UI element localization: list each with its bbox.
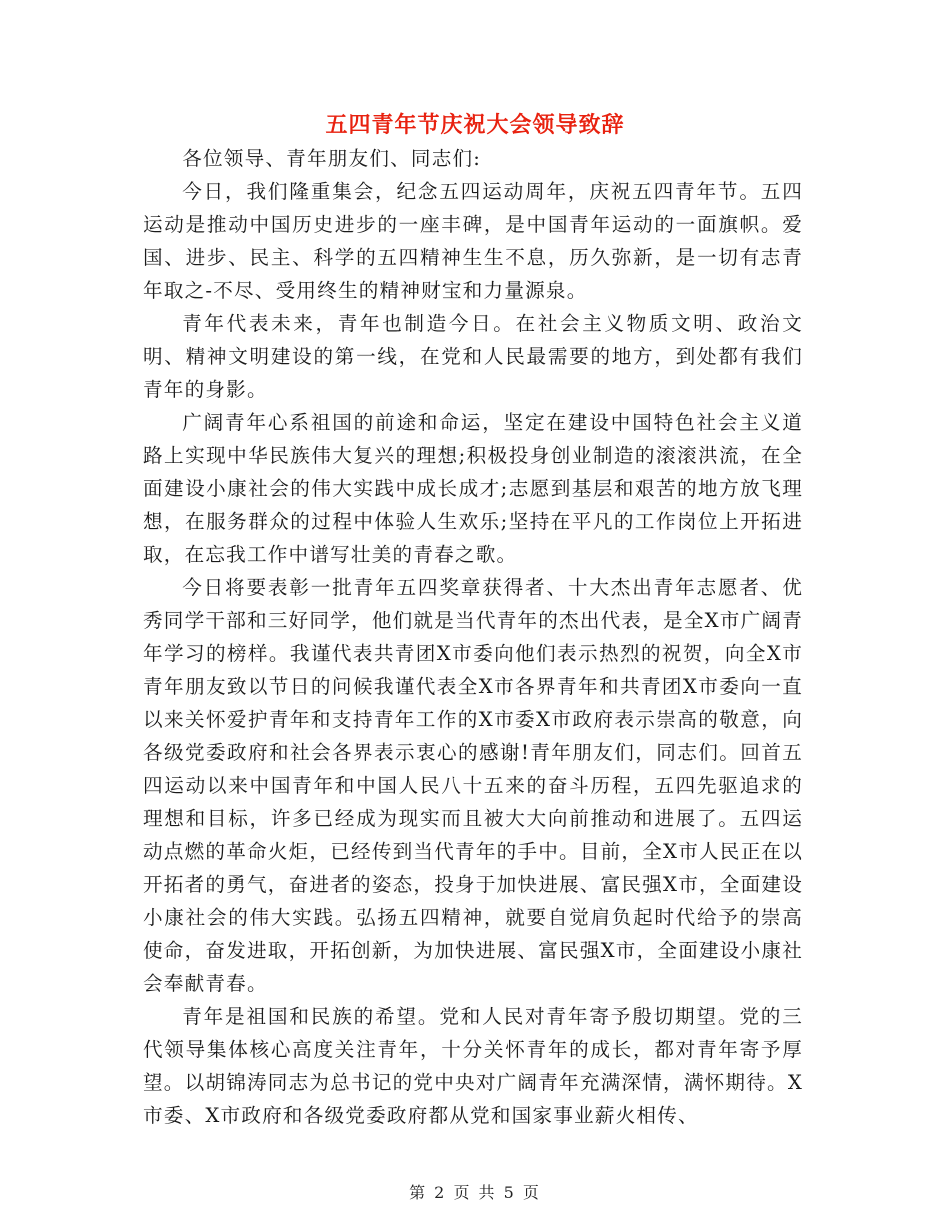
- paragraph-4: 今日将要表彰一批青年五四奖章获得者、十大杰出青年志愿者、优秀同学干部和三好同学，他们就是当代青年的杰出代表，是全X市广阔青年学习的榜样。我谨代表共青团X市委向他们表示热烈的祝贺，向全X市青年朋友致以节日的问候我谨代表全X市各界青年和共青团X市委向一直以来关怀爱护青年和支持青年工作的X市委X市政府表示崇高的敬意，向各级党委政府和社会各界表示衷心的感谢!青年朋友们，同志们。回首五四运动以来中国青年和中国人民八十五来的奋斗历程，五四先驱追求的理想和目标，许多已经成为现实而且被大大向前推动和进展了。五四运动点燃的革命火炬，已经传到当代青年的手中。目前，全X市人民正在以开拓者的勇气，奋进者的姿态，投身于加快进展、富民强X市，全面建设小康社会的伟大实践。弘扬五四精神，就要自觉肩负起时代给予的崇高使命，奋发进取，开拓创新，为加快进展、富民强X市，全面建设小康社会奉献青春。: [143, 576, 803, 995]
- document-body: [143, 142, 803, 1132]
- page-number-footer: 第 2 页 共 5 页: [409, 1183, 541, 1202]
- paragraph-1: 今日，我们隆重集会，纪念五四运动周年，庆祝五四青年节。五四运动是推动中国历史进步的一座丰碑，是中国青年运动的一面旗帜。爱国、进步、民主、科学的五四精神生生不息，历久弥新，是一切有志青年取之-不尽、受用终生的精神财宝和力量源泉。: [143, 180, 803, 302]
- salutation: 各位领导、青年朋友们、同志们:: [182, 147, 482, 170]
- document-title: 五四青年节庆祝大会领导致辞: [325, 112, 625, 138]
- paragraph-5: 青年是祖国和民族的希望。党和人民对青年寄予殷切期望。党的三代领导集体核心高度关注青年，十分关怀青年的成长，都对青年寄予厚望。以胡锦涛同志为总书记的党中央对广阔青年充满深情，满怀期待。X市委、X市政府和各级党委政府都从党和国家事业薪火相传、: [143, 1005, 803, 1127]
- paragraph-2: 青年代表未来，青年也制造今日。在社会主义物质文明、政治文明、精神文明建设的第一线，在党和人民最需要的地方，到处都有我们青年的身影。: [143, 312, 803, 401]
- paragraph-3: 广阔青年心系祖国的前途和命运，坚定在建设中国特色社会主义道路上实现中华民族伟大复兴的理想;积极投身创业制造的滚滚洪流，在全面建设小康社会的伟大实践中成长成才;志愿到基层和艰苦的地方放飞理想，在服务群众的过程中体验人生欢乐;坚持在平凡的工作岗位上开拓进取，在忘我工作中谱写壮美的青春之歌。: [143, 411, 803, 566]
